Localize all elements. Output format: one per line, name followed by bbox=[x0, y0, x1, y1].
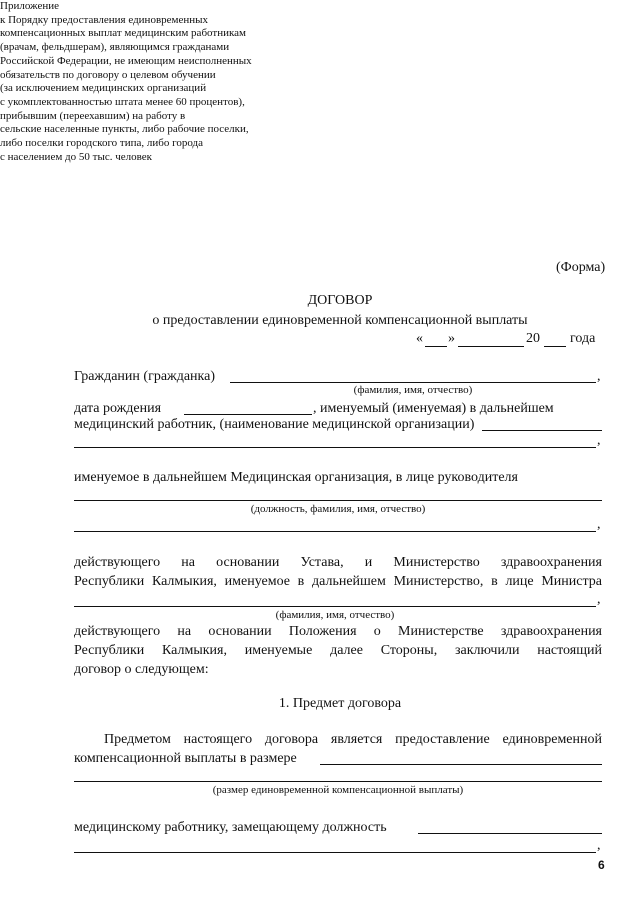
org-name-blank-2 bbox=[74, 447, 596, 448]
section-para-line2: компенсационной выплаты в размере bbox=[74, 751, 297, 766]
worker-position-line: медицинскому работнику, замещающему должность bbox=[74, 820, 387, 835]
appendix-line: обязательств по договору о целевом обучении bbox=[0, 68, 216, 81]
form-label: (Форма) bbox=[556, 260, 606, 275]
date-open-quote: « bbox=[416, 331, 423, 346]
minister-fio-blank bbox=[74, 606, 596, 607]
appendix-line: прибывшим (переехавшим) на работу в bbox=[0, 109, 186, 122]
amount-blank bbox=[320, 764, 602, 765]
appendix-line: с населением до 50 тыс. человек bbox=[0, 150, 152, 163]
year-word: года bbox=[570, 331, 596, 346]
acting-reg-line3: договор о следующем: bbox=[74, 662, 209, 677]
acting-reg-line2: Республики Калмыкия, именуемые далее Стороны, заключили настоящий bbox=[74, 643, 602, 658]
position-caption: (должность, фамилия, имя, отчество) bbox=[250, 503, 426, 515]
year-blank bbox=[544, 346, 566, 347]
section-heading: 1. Предмет договора bbox=[278, 696, 402, 711]
appendix-line: либо поселки городского типа, либо города bbox=[0, 137, 204, 150]
section-para-line1: Предметом настоящего договора является предоставление единовременной bbox=[104, 732, 602, 747]
appendix-line: Приложение bbox=[0, 0, 60, 12]
position-blank bbox=[418, 833, 602, 834]
birth-tail: , именуемый (именуемая) в дальнейшем bbox=[313, 401, 554, 416]
appendix-block bbox=[0, 0, 640, 164]
comma: , bbox=[597, 838, 601, 853]
org-line: именуемое в дальнейшем Медицинская организация, в лице руководителя bbox=[74, 470, 518, 485]
appendix-line: компенсационных выплат медицинским работникам bbox=[0, 27, 246, 40]
acting-reg-line1: действующего на основании Положения о Министерстве здравоохранения bbox=[74, 624, 602, 639]
page-number: 6 bbox=[598, 858, 605, 872]
appendix-line: сельские населенные пункты, либо рабочие поселки, bbox=[0, 123, 249, 136]
comma: , bbox=[597, 369, 601, 384]
birth-label: дата рождения bbox=[74, 401, 162, 416]
comma: , bbox=[597, 592, 601, 607]
worker-line: медицинский работник, (наименование медицинской организации) bbox=[74, 417, 475, 432]
day-blank bbox=[425, 346, 447, 347]
appendix-line: (за исключением медицинских организаций bbox=[0, 82, 207, 95]
amount-blank-2 bbox=[74, 781, 602, 782]
fio-caption: (фамилия, имя, отчество) bbox=[353, 384, 473, 396]
acting-ustav-line1: действующего на основании Устава, и Министерство здравоохранения bbox=[74, 555, 602, 570]
birth-date-blank bbox=[184, 414, 312, 415]
comma: , bbox=[597, 517, 601, 532]
minister-caption: (фамилия, имя, отчество) bbox=[275, 609, 395, 621]
document-title: ДОГОВОР bbox=[307, 293, 373, 308]
amount-caption: (размер единовременной компенсационной выплаты) bbox=[212, 784, 464, 796]
year-prefix: 20 bbox=[526, 331, 540, 346]
date-close-quote: » bbox=[448, 331, 455, 346]
appendix-line: (врачам, фельдшерам), являющимся гражданами bbox=[0, 41, 230, 54]
document-subtitle: о предоставлении единовременной компенсационной выплаты bbox=[152, 313, 528, 328]
citizen-fio-blank bbox=[230, 382, 596, 383]
head-position-blank-2 bbox=[74, 531, 596, 532]
appendix-line: с укомплектованностью штата менее 60 процентов), bbox=[0, 95, 245, 108]
head-position-blank bbox=[74, 500, 602, 501]
comma: , bbox=[597, 433, 601, 448]
acting-ustav-line2: Республики Калмыкия, именуемое в дальнейшем Министерство, в лице Министра bbox=[74, 574, 602, 589]
month-blank bbox=[458, 346, 524, 347]
appendix-line: Российской Федерации, не имеющим неисполненных bbox=[0, 54, 252, 67]
position-blank-2 bbox=[74, 852, 596, 853]
appendix-line: к Порядку предоставления единовременных bbox=[0, 13, 209, 26]
citizen-label: Гражданин (гражданка) bbox=[74, 369, 215, 384]
org-name-blank bbox=[482, 430, 602, 431]
